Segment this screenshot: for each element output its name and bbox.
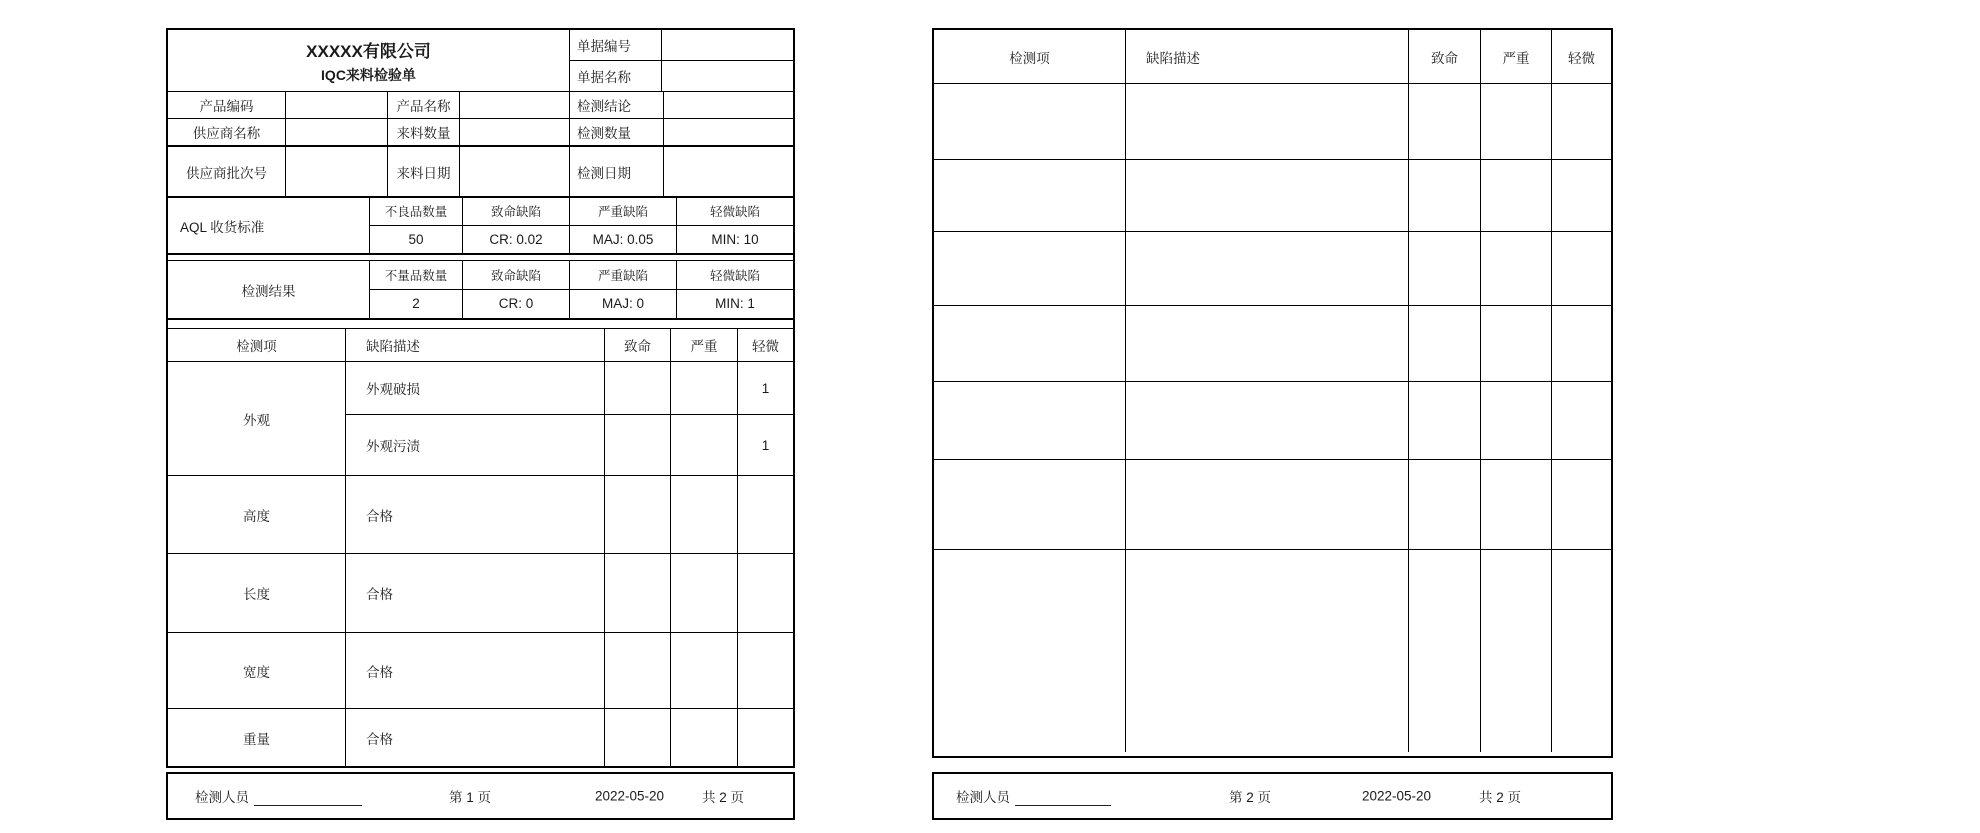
empty-row [934,550,1611,752]
detail-row-width [168,633,793,709]
empty-row [934,232,1611,306]
result-major-value: MAJ: 0 [570,290,677,319]
page-2-form [932,28,1613,758]
aql-standard-label: AQL 收货标准 [168,198,370,253]
minor-count-cell [738,709,793,766]
product-code-label: 产品编码 [168,92,286,118]
product-name-label: 产品名称 [388,92,460,118]
aql-defective-qty-value: 50 [370,226,463,254]
col-header-minor: 轻微 [1568,50,1595,66]
empty-row [934,306,1611,382]
minor-count-cell: 1 [738,362,793,415]
aql-major-header: 严重缺陷 [570,198,677,226]
doc-no-label: 单据编号 [570,30,662,61]
major-count-cell [671,362,738,415]
inspector-signature-line [1015,805,1111,806]
result-critical-value: CR: 0 [463,290,570,319]
col-header-major: 严重 [671,329,738,361]
defect-desc-cell: 外观破损 [346,362,605,415]
col-header-defect-desc: 缺陷描述 [1126,30,1409,83]
result-defective-qty-header: 不量品数量 [370,261,463,290]
footer-date: 2022-05-20 [1362,788,1432,804]
aql-critical-value: CR: 0.02 [463,226,570,254]
doc-no-value [662,30,793,61]
form-header [168,30,793,92]
aql-minor-header: 轻微缺陷 [677,198,793,226]
inspector-label: 检测人员 [956,790,1010,805]
critical-count-cell [605,554,671,632]
inspector-label: 检测人员 [195,790,249,805]
item-cell: 重量 [168,709,346,766]
col-header-minor: 轻微 [752,339,779,354]
major-count-cell [671,415,738,475]
col-header-item: 检测项 [934,30,1126,83]
detail-row-length [168,554,793,633]
page2-table-header [934,30,1611,84]
minor-count-cell [738,554,793,632]
defect-desc-cell: 合格 [346,476,605,553]
company-name: XXXXX有限公司 [306,41,431,61]
total-pages: 共 2 页 [702,790,745,805]
critical-count-cell [605,476,671,553]
footer-date: 2022-05-20 [595,788,665,804]
defect-desc-cell: 合格 [346,554,605,632]
detail-row-weight [168,709,793,766]
title-cell [168,30,570,91]
empty-row [934,160,1611,232]
supplier-batch-label: 供应商批次号 [168,147,286,196]
page-number: 第 2 页 [1229,790,1272,805]
major-count-cell [671,554,738,632]
inspect-date-label: 检测日期 [570,147,664,196]
info-row-supplier [168,119,793,147]
incoming-qty-label: 来料数量 [388,119,460,145]
result-defective-qty-value: 2 [370,290,463,319]
page-2-footer [932,772,1613,820]
critical-count-cell [605,362,671,415]
inspection-result-label: 检测结果 [168,261,370,318]
aql-critical-header: 致命缺陷 [463,198,570,226]
aql-minor-value: MIN: 10 [711,231,759,247]
empty-row [934,382,1611,460]
doc-name-label: 单据名称 [570,61,662,92]
total-pages: 共 2 页 [1479,790,1522,805]
item-cell: 宽度 [168,633,346,708]
result-critical-header: 致命缺陷 [463,261,570,290]
detail-table-header [168,328,793,362]
empty-row [934,84,1611,160]
info-row-product [168,92,793,119]
item-cell: 高度 [168,476,346,553]
minor-count-cell: 1 [761,437,770,453]
inspect-date-value [664,147,793,196]
empty-row [934,460,1611,550]
col-header-critical: 致命 [1409,30,1481,83]
incoming-date-value [460,147,570,196]
supplier-name-label: 供应商名称 [168,119,286,145]
critical-count-cell [605,633,671,708]
item-cell: 外观 [168,362,346,475]
col-header-major: 严重 [1481,30,1552,83]
form-title: IQC来料检验单 [321,66,416,83]
aql-defective-qty-header: 不良品数量 [370,198,463,226]
defect-desc-cell: 合格 [346,709,605,766]
minor-count-cell [738,633,793,708]
inspect-qty-label: 检测数量 [570,119,664,145]
minor-count-cell [738,476,793,553]
supplier-batch-value [286,147,388,196]
section-gap [168,320,793,328]
col-header-item: 检测项 [168,329,346,361]
page-number: 第 1 页 [449,790,492,805]
aql-standard-section [168,198,793,255]
page-1-footer [166,772,795,820]
doc-name-value [662,61,793,92]
product-code-value [286,92,388,118]
conclusion-label: 检测结论 [570,92,664,118]
result-minor-value: MIN: 1 [715,296,755,312]
inspect-qty-value [664,119,793,145]
result-major-header: 严重缺陷 [570,261,677,290]
supplier-name-value [286,119,388,145]
col-header-defect-desc: 缺陷描述 [346,329,605,361]
detail-row-appearance [168,362,793,476]
result-minor-header: 轻微缺陷 [677,261,793,290]
inspector-signature-line [254,805,362,806]
major-count-cell [671,476,738,553]
major-count-cell [671,633,738,708]
conclusion-value [664,92,793,118]
inspection-result-section [168,260,793,320]
incoming-qty-value [460,119,570,145]
item-cell: 长度 [168,554,346,632]
incoming-date-label: 来料日期 [388,147,460,196]
defect-desc-cell: 外观污渍 [346,415,605,475]
page-1-form [166,28,795,768]
defect-desc-cell: 合格 [346,633,605,708]
detail-row-height [168,476,793,554]
info-row-batch [168,147,793,198]
aql-major-value: MAJ: 0.05 [570,226,677,254]
product-name-value [460,92,570,118]
critical-count-cell [605,415,671,475]
critical-count-cell [605,709,671,766]
major-count-cell [671,709,738,766]
col-header-critical: 致命 [605,329,671,361]
